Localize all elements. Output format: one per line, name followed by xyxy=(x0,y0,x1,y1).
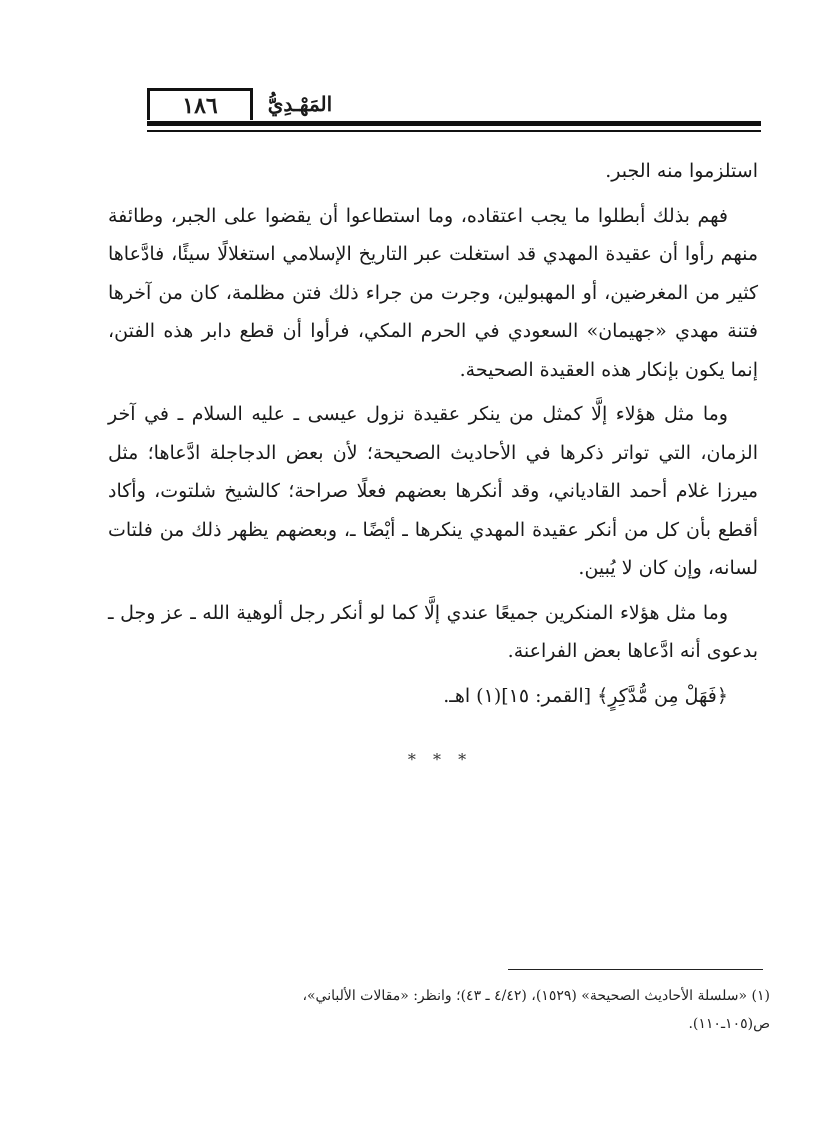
paragraph: وما مثل هؤلاء المنكرين جميعًا عندي إلَّا كما لو أنكر رجل ألوهية الله ـ عز وجل ـ بدعوى أنه ادَّعاها بعض الفراعنة. xyxy=(108,601,758,662)
footnote-line: (١) «سلسلة الأحاديث الصحيحة» (١٥٢٩)، (٤/٤٢ ـ ٤٣)؛ وانظر: «مقالات الألباني»، xyxy=(302,988,770,1004)
quran-verse: ﴿فَهَلْ مِن مُّدَّكِرٍ﴾ [القمر: ١٥](١) اهـ. xyxy=(443,684,728,707)
main-text xyxy=(108,152,758,715)
running-header-title: المَهْـدِيُّ xyxy=(267,92,333,116)
footnote-line: ص(١٠٥ـ١١٠). xyxy=(688,1016,770,1032)
paragraph: فهم بذلك أبطلوا ما يجب اعتقاده، وما استطاعوا أن يقضوا على الجبر، وطائفة منهم رأوا أن عقيدة المهدي قد استغلت عبر التاريخ الإسلامي استغلالًا سيئًا، فادَّعاها كثير من المغرضين، أو المهبولين، وجرت من جراء ذلك فتن مظلمة، كان من آخرها فتنة مهدي «جهيمان» السعودي في الحرم المكي، فرأوا أن قطع دابر هذه الفتن، إنما يكون بإنكار هذه العقيدة الصحيحة. xyxy=(108,204,758,381)
header-rule-thick xyxy=(147,121,761,126)
page-number: ١٨٦ xyxy=(147,88,253,120)
footnote xyxy=(170,982,770,1038)
section-separator: * * * xyxy=(407,750,473,769)
header-rule-thin xyxy=(147,130,761,132)
paragraph: وما مثل هؤلاء إلَّا كمثل من ينكر عقيدة نزول عيسى ـ عليه السلام ـ في آخر الزمان، التي تواتر ذكرها في الأحاديث الصحيحة؛ لأن بعض الدجاجلة ادَّعاها؛ مثل ميرزا غلام أحمد القادياني، وقد أنكرها بعضهم فعلًا صراحة؛ كالشيخ شلتوت، وأكاد أقطع بأن كل من أنكر عقيدة المهدي ينكرها ـ أيْضًا ـ، وبعضهم يظهر ذلك من فلتات لسانه، وإن كان لا يُبين. xyxy=(108,403,758,579)
paragraph-continuation: استلزموا منه الجبر. xyxy=(605,160,758,182)
footnote-rule xyxy=(508,969,763,970)
